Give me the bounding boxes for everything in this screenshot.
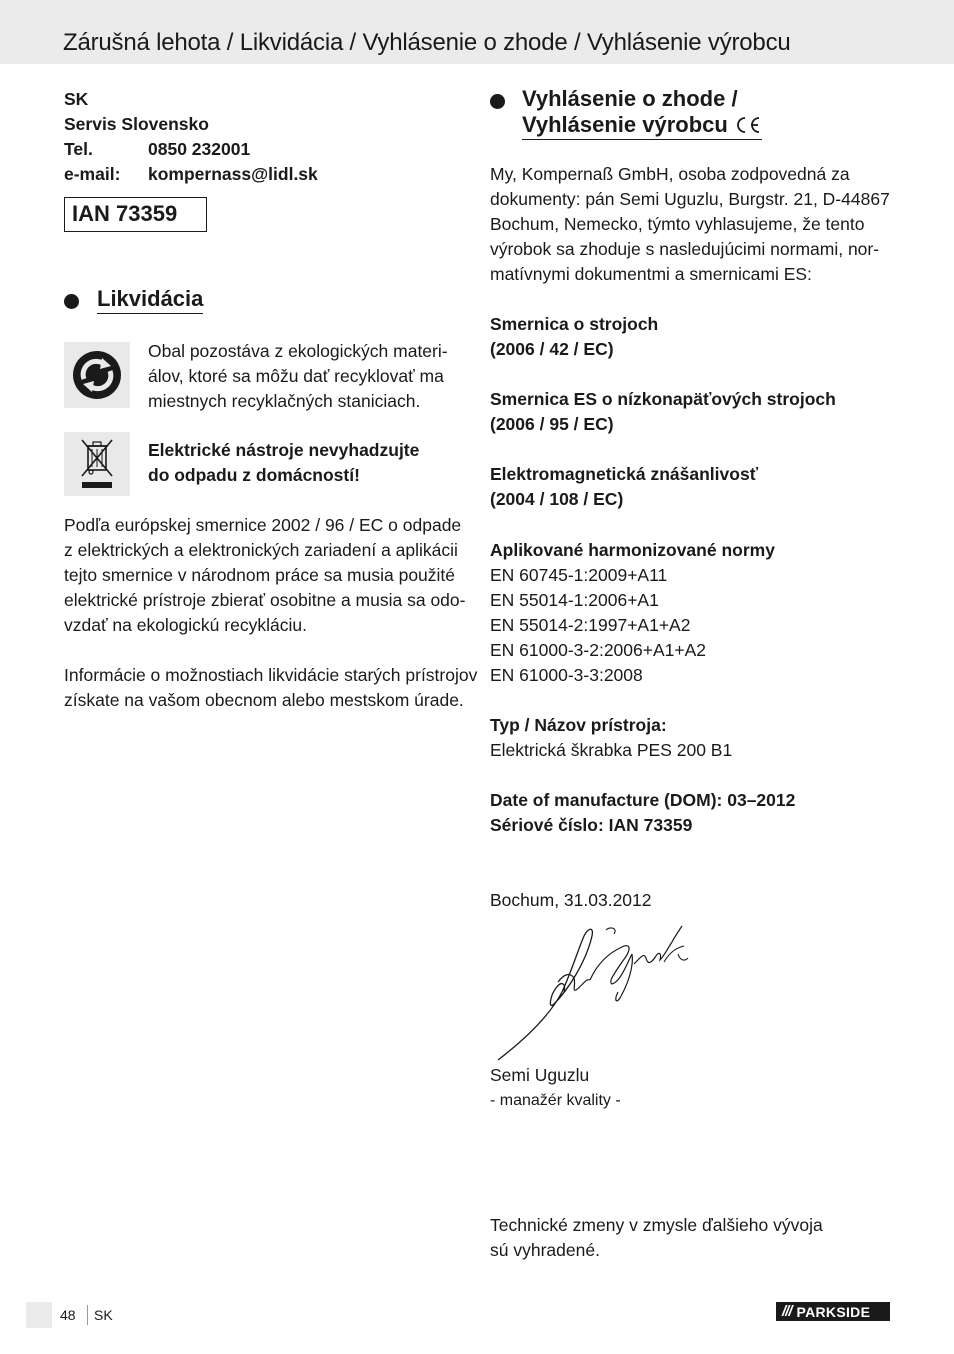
norm-item: EN 55014-2:1997+A1+A2 xyxy=(490,615,691,635)
type-value: Elektrická škrabka PES 200 B1 xyxy=(490,740,733,760)
dom: Date of manufacture (DOM): 03–2012 xyxy=(490,790,796,810)
norm-item: EN 60745-1:2009+A11 xyxy=(490,565,668,585)
declaration-heading xyxy=(490,86,762,140)
directive-paragraph: Podľa európskej smernice 2002 / 96 / EC o odpade z elektrických a elektronických zariadení a aplikácii tejto smernice v národnom práce sa musia použité elektrické prístroje zbierať osobitne a musia sa odo- vzdať na ekologickú recykláciu. xyxy=(64,515,466,635)
service-name: Servis Slovensko xyxy=(64,114,209,134)
directive-emc: Elektromagnetická znášanlivosť (2004 / 108 / EC) xyxy=(490,464,759,509)
logo-slashes: /// xyxy=(782,1303,792,1320)
disposal-heading-text: Likvidácia xyxy=(97,286,203,314)
bullet-icon xyxy=(490,94,505,109)
ian-box: IAN 73359 xyxy=(64,197,207,232)
signature-image xyxy=(494,922,694,1064)
info-paragraph: Informácie o možnostiach likvidácie starých prístrojov získate na vašom obecnom alebo mestskom úrade. xyxy=(64,665,478,710)
page-number-box xyxy=(26,1302,52,1328)
declaration-heading-line2: Vyhlásenie výrobcu xyxy=(522,112,728,137)
language-code: SK xyxy=(94,1307,113,1323)
technical-changes: Technické zmeny v zmysle ďalšieho vývoja sú vyhradené. xyxy=(490,1215,823,1260)
warning-text: Elektrické nástroje nevyhadzujte do odpadu z domácností! xyxy=(148,440,420,485)
bullet-icon xyxy=(64,294,79,309)
logo-text: PARKSIDE xyxy=(796,1303,871,1320)
norm-item: EN 55014-1:2006+A1 xyxy=(490,590,659,610)
signer-name: Semi Uguzlu xyxy=(490,1065,590,1085)
declaration-heading-line1: Vyhlásenie o zhode / xyxy=(522,86,738,111)
declaration-intro: My, Kompernaß GmbH, osoba zodpovedná za dokumenty: pán Semi Uguzlu, Burgstr. 21, D-44867 Bochum, Nemecko, týmto vyhlasujeme, že tento výrobok sa zhoduje s nasledujúcimi normami, nor- matívnymi dokumentmi a smernicami ES: xyxy=(490,164,890,284)
device-type xyxy=(490,713,732,763)
email-value: kompernass@lidl.sk xyxy=(148,164,318,184)
serial-number: Sériové číslo: IAN 73359 xyxy=(490,815,693,835)
email-label: e-mail: xyxy=(64,164,121,184)
parkside-logo xyxy=(776,1302,890,1321)
recycling-arrows-icon xyxy=(64,342,130,408)
recycle-text: Obal pozostáva z ekologických materi- álov, ktoré sa môžu dať recyklovať ma miestnych recyklačných staniciach. xyxy=(148,341,448,411)
tel-value: 0850 232001 xyxy=(148,139,251,159)
type-label: Typ / Názov prístroja: xyxy=(490,715,667,735)
manufacture-info xyxy=(490,788,795,838)
declaration-heading-line2-wrap xyxy=(522,112,762,140)
harmonized-norms xyxy=(490,538,775,688)
service-country: SK xyxy=(64,89,89,109)
norm-item: EN 61000-3-3:2008 xyxy=(490,665,643,685)
page-title: Zárušná lehota / Likvidácia / Vyhlásenie o zhode / Vyhlásenie výrobcu xyxy=(63,29,791,56)
signer-role: - manažér kvality - xyxy=(490,1092,621,1109)
tel-label: Tel. xyxy=(64,139,93,159)
service-contact xyxy=(64,87,318,187)
place-date: Bochum, 31.03.2012 xyxy=(490,890,652,910)
ce-mark-icon xyxy=(734,115,762,135)
norms-heading: Aplikované harmonizované normy xyxy=(490,540,775,560)
page-number: 48 xyxy=(60,1307,76,1323)
footer-divider xyxy=(87,1305,88,1325)
directive-low-voltage: Smernica ES o nízkonapäťových strojoch (2006 / 95 / EC) xyxy=(490,389,836,434)
signer xyxy=(490,1063,621,1113)
directive-machinery: Smernica o strojoch (2006 / 42 / EC) xyxy=(490,314,659,359)
disposal-heading xyxy=(64,286,203,314)
crossed-out-bin-icon xyxy=(64,432,130,496)
norm-item: EN 61000-3-2:2006+A1+A2 xyxy=(490,640,706,660)
